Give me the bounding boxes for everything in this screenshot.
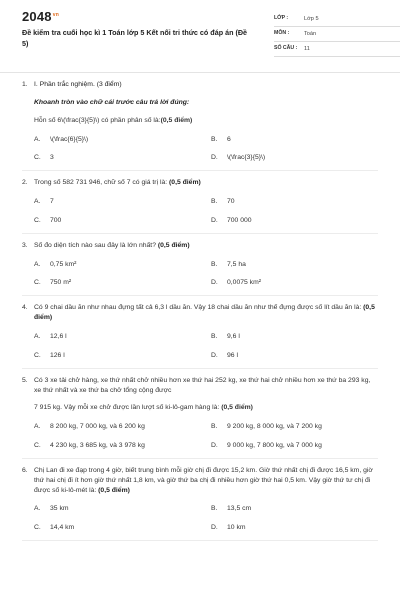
option-letter: D. [211, 154, 218, 162]
question-4 [22, 303, 378, 368]
option-c[interactable] [34, 153, 201, 163]
option-grid [34, 260, 378, 289]
section-heading: I. Phần trắc nghiệm. (3 điểm) [34, 81, 122, 88]
option-letter: D. [211, 351, 218, 359]
option-c[interactable] [34, 351, 201, 361]
option-b[interactable] [211, 135, 378, 145]
question-number: 4. [22, 304, 28, 312]
option-value: 0,75 km² [50, 260, 77, 268]
question-text [34, 241, 378, 251]
option-letter: A. [34, 260, 41, 268]
option-letter: C. [34, 216, 41, 224]
option-letter: C. [34, 524, 41, 532]
question-5 [22, 376, 378, 459]
question-2 [22, 178, 378, 234]
meta-label: LỚP : [274, 15, 289, 22]
option-b[interactable] [211, 260, 378, 270]
option-value: 700 [50, 216, 62, 224]
option-c[interactable] [34, 278, 201, 288]
question-subtext-body: Hỗn số 6\(\frac{3}{5}\) có phần phân số là: [34, 116, 161, 124]
option-letter: B. [211, 505, 218, 513]
option-d[interactable] [211, 351, 378, 361]
meta-row-class [274, 12, 400, 27]
option-value: 7 [50, 198, 54, 206]
option-value: 700 000 [227, 216, 252, 224]
question-number: 3. [22, 241, 28, 249]
option-value: 3 [50, 154, 54, 162]
instruction-text: Khoanh tròn vào chữ cái trước câu trả lời đúng: [34, 98, 190, 106]
option-letter: D. [211, 524, 218, 532]
document-header [22, 0, 378, 60]
option-grid [34, 422, 378, 451]
option-letter: B. [211, 260, 218, 268]
option-value: 0,0075 km² [227, 279, 262, 287]
option-value: 96 l [227, 351, 238, 359]
meta-label: MÔN : [274, 30, 290, 37]
option-value: 126 l [50, 351, 65, 359]
option-value: 6 [227, 135, 231, 143]
option-d[interactable] [211, 278, 378, 288]
question-text [34, 466, 378, 496]
option-value: 70 [227, 198, 235, 206]
meta-value: 11 [304, 45, 310, 52]
option-letter: A. [34, 135, 41, 143]
question-body: Số đo diện tích nào sau đây là lớn nhất? [34, 241, 156, 249]
option-letter: A. [34, 423, 41, 431]
question-number: 1. [22, 81, 28, 88]
option-value: \(\frac{6}{5}\) [50, 135, 89, 143]
option-grid [34, 504, 378, 533]
option-value: 35 km [50, 505, 69, 513]
option-grid [34, 332, 378, 361]
option-letter: D. [211, 279, 218, 287]
option-d[interactable] [211, 216, 378, 226]
option-c[interactable] [34, 523, 201, 533]
question-points: (0,5 điểm) [157, 241, 190, 249]
logo-text: 2048 [22, 9, 52, 24]
question-text: Có 3 xe tải chở hàng, xe thứ nhất chở nhiều hơn xe thứ hai 252 kg, xe thứ hai chở nhiều hơn xe thứ ba 293 kg, xe thứ nhất và xe thứ ba chở tổng cộng được [34, 376, 371, 394]
option-a[interactable] [34, 422, 201, 432]
option-c[interactable] [34, 441, 201, 451]
question-points: (0,5 điểm) [98, 486, 130, 494]
question-body: Chị Lan đi xe đạp trong 4 giờ, biết trung bình mỗi giờ chị đi được 15,2 km. Giờ thứ nhất chị đi được 16,5 km, giờ thứ hai chị đi ít hơn giờ thứ nhất 1,8 km, và giờ thứ ba chị đi nhiều hơn giờ thứ hai 0,5 km. Vậy giờ thứ tư chị đi được số ki-lô-mét là: [34, 466, 373, 494]
question-text [34, 303, 378, 323]
option-value: \(\frac{3}{5}\) [227, 154, 266, 162]
option-grid [34, 135, 378, 164]
meta-row-count [274, 42, 400, 57]
option-value: 13,5 cm [227, 505, 252, 513]
question-body: Trong số 582 731 946, chữ số 7 có giá trị là: [34, 179, 168, 187]
option-value: 9,6 l [227, 332, 240, 340]
option-letter: C. [34, 351, 41, 359]
option-letter: B. [211, 135, 218, 143]
option-a[interactable] [34, 197, 201, 207]
option-b[interactable] [211, 332, 378, 342]
question-points: (0,5 điểm) [221, 404, 253, 412]
meta-value: Toán [304, 30, 317, 37]
option-b[interactable] [211, 504, 378, 514]
option-letter: C. [34, 154, 41, 162]
question-points: (0,5 điểm) [160, 116, 193, 124]
question-3 [22, 241, 378, 297]
question-6 [22, 466, 378, 541]
option-value: 750 m² [50, 279, 72, 287]
option-letter: C. [34, 442, 41, 450]
header-divider [0, 72, 400, 73]
option-value: 10 km [227, 524, 246, 532]
option-letter: A. [34, 505, 41, 513]
option-value: 4 230 kg, 3 685 kg, và 3 978 kg [50, 442, 145, 450]
option-letter: A. [34, 332, 41, 340]
option-letter: C. [34, 279, 41, 287]
option-letter: A. [34, 198, 41, 206]
option-d[interactable] [211, 441, 378, 451]
question-text [34, 178, 378, 188]
logo-suffix: vn [52, 11, 59, 18]
option-b[interactable] [211, 197, 378, 207]
question-subtext [34, 116, 378, 126]
option-a[interactable] [34, 332, 201, 342]
question-number: 2. [22, 179, 28, 187]
option-grid [34, 197, 378, 226]
option-letter: D. [211, 442, 218, 450]
question-number: 6. [22, 466, 28, 474]
option-letter: B. [211, 332, 218, 340]
meta-value: Lớp 5 [304, 15, 319, 22]
question-body: Có 9 chai dầu ăn như nhau đựng tất cả 6,3 l dầu ăn. Vậy 18 chai dầu ăn như thế đựng được số lít dầu ăn là: [34, 304, 362, 312]
option-a[interactable] [34, 504, 201, 514]
option-value: 8 200 kg, 7 000 kg, và 6 200 kg [50, 423, 145, 431]
option-d[interactable] [211, 523, 378, 533]
meta-table [274, 12, 400, 57]
option-a[interactable] [34, 135, 201, 145]
option-value: 14,4 km [50, 524, 75, 532]
question-1 [22, 80, 378, 171]
document-title: Đề kiểm tra cuối học kì 1 Toán lớp 5 Kết nối tri thức có đáp án (Đề 5) [22, 28, 248, 48]
option-d[interactable] [211, 153, 378, 163]
question-number: 5. [22, 376, 28, 384]
option-c[interactable] [34, 216, 201, 226]
question-subtext-body: 7 915 kg. Vậy mỗi xe chở được lần lượt số ki-lô-gam hàng là: [34, 404, 220, 412]
option-b[interactable] [211, 422, 378, 432]
question-subtext [34, 403, 378, 413]
meta-row-subject [274, 27, 400, 42]
option-value: 7,5 ha [227, 260, 246, 268]
site-logo[interactable] [22, 8, 59, 27]
question-points: (0,5 điểm) [34, 304, 375, 322]
question-text [34, 80, 378, 90]
question-list [22, 80, 378, 548]
option-a[interactable] [34, 260, 201, 270]
question-points: (0,5 điểm) [169, 179, 201, 187]
option-value: 9 000 kg, 7 800 kg, và 7 000 kg [227, 442, 322, 450]
option-letter: D. [211, 216, 218, 224]
option-value: 9 200 kg, 8 000 kg, và 7 200 kg [227, 423, 322, 431]
meta-label: SỐ CÂU : [274, 45, 298, 52]
option-letter: B. [211, 423, 218, 431]
option-value: 12,6 l [50, 332, 67, 340]
option-letter: B. [211, 198, 218, 206]
